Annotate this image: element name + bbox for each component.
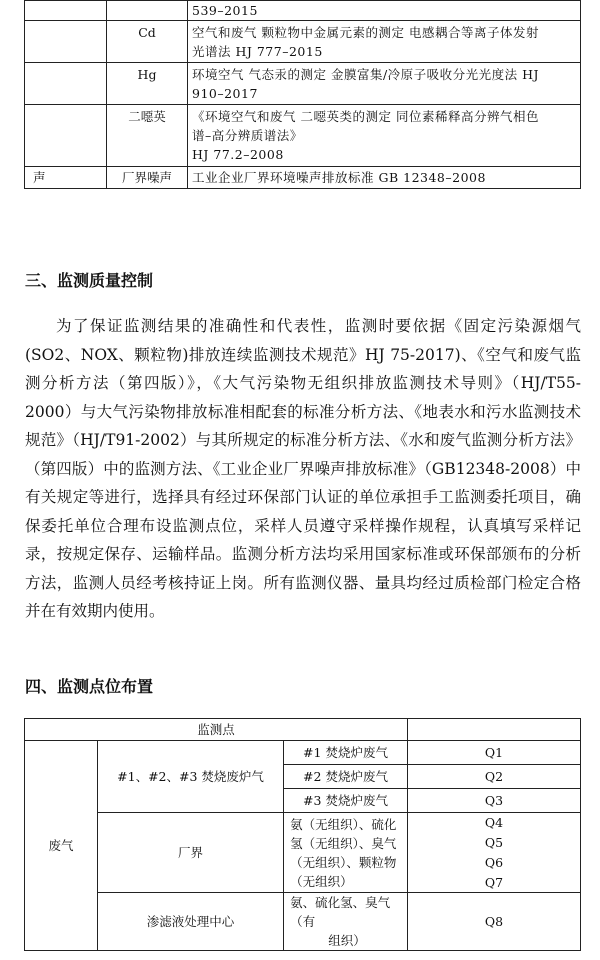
method-cell: 539–2015 (188, 1, 581, 21)
method-cell: 工业企业厂界环境噪声排放标准 GB 12348–2008 (188, 167, 581, 189)
group-label-cell: 渗滤液处理中心 (98, 893, 284, 951)
code-cell: Q8 (407, 893, 580, 951)
header-cell-empty (407, 719, 580, 741)
table-row (25, 741, 581, 765)
category-cell: 声 (25, 167, 107, 189)
table-header-row (25, 719, 581, 741)
category-cell (25, 105, 107, 167)
code-cell: Q4 (407, 813, 580, 833)
quality-control-paragraph: 为了保证监测结果的准确性和代表性，监测时要依据《固定污染源烟气(SO2、NOX、颗粒物)排放连续监测技术规范》HJ 75-2017)、《空气和废气监测分析方法（第四版）》，《大气污染物无组织排放监测技术导则》（HJ/T55-2000）与大气污染物排放标准相配套的标准分析方法、《地表水和污水监测技术规范》（HJ/T91-2002）与其所规定的标准分析方法、《水和废气监测分析方法》（第四版）中的监测方法、《工业企业厂界噪声排放标准》（GB12348-2008）中有关规定等进行，选择具有经过环保部门认证的单位承担手工监测委托项目，确保委托单位合理布设监测点位，采样人员遵守采样操作规程，认真填写采样记录，按规定保存、运输样品。监测分析方法均采用国家标准或环保部颁布的分析方法，监测人员经考核持证上岗。所有监测仪器、量具均经过质检部门检定合格并在有效期内使用。 (25, 317, 581, 620)
code-cell: Q1 (407, 741, 580, 765)
item-cell: 二噁英 (107, 105, 188, 167)
item-cell (107, 1, 188, 21)
category-cell (25, 63, 107, 105)
section-heading-monitoring-points: 四、监测点位布置 (25, 677, 154, 696)
code-cell: Q7 (407, 873, 580, 893)
standards-table (24, 0, 581, 189)
group-label-cell: #1、#2、#3 焚烧废炉气 (98, 741, 284, 813)
category-cell (25, 21, 107, 63)
point-cell: #1 焚烧炉废气 (284, 741, 408, 765)
pollutant-cell: 氨（无组织）、硫化 氢（无组织）、臭气 （无组织）、颗粒物 （无组织） (284, 813, 408, 893)
table-row (25, 893, 581, 951)
code-cell: Q6 (407, 853, 580, 873)
code-cell: Q3 (407, 789, 580, 813)
table-row (25, 167, 581, 189)
code-cell: Q2 (407, 765, 580, 789)
header-cell: 监测点 (25, 719, 408, 741)
item-cell: Hg (107, 63, 188, 105)
table-row (25, 1, 581, 21)
method-cell: 空气和废气 颗粒物中金属元素的测定 电感耦合等离子体发射 光谱法 HJ 777–2015 (188, 21, 581, 63)
monitoring-points-table (24, 718, 581, 951)
table-row (25, 21, 581, 63)
code-cell: Q5 (407, 833, 580, 853)
method-cell: 《环境空气和废气 二噁英类的测定 同位素稀释高分辨气相色 谱–高分辨质谱法》 HJ 77.2–2008 (188, 105, 581, 167)
group-label-cell: 厂界 (98, 813, 284, 893)
method-cell: 环境空气 气态汞的测定 金膜富集/冷原子吸收分光光度法 HJ 910–2017 (188, 63, 581, 105)
category-cell: 废气 (25, 741, 98, 951)
table-row (25, 105, 581, 167)
category-cell (25, 1, 107, 21)
section-heading-quality-control: 三、监测质量控制 (25, 271, 154, 290)
table-row (25, 63, 581, 105)
pollutant-cell: 氨、硫化氢、臭气（有 组织） (284, 893, 408, 951)
table-row (25, 813, 581, 833)
item-cell: Cd (107, 21, 188, 63)
point-cell: #2 焚烧炉废气 (284, 765, 408, 789)
point-cell: #3 焚烧炉废气 (284, 789, 408, 813)
item-cell: 厂界噪声 (107, 167, 188, 189)
